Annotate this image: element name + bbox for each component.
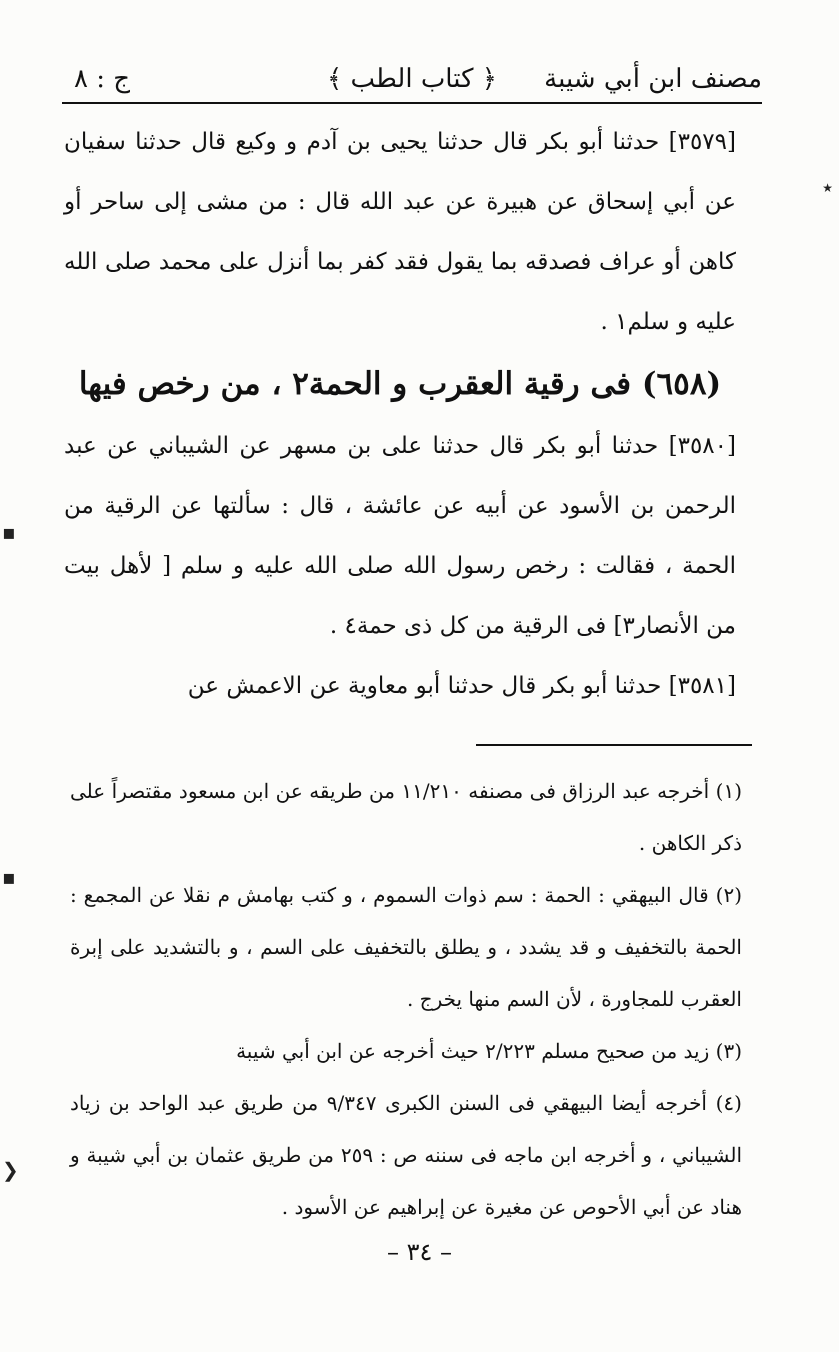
footnote-4: (٤) أخرجه أيضا البيهقي فى السنن الكبرى ٩/٣٤٧ من طريق عبد الواحد بن زياد الشيباني ، و أخرجه ابن ماجه فى سننه ص : ٢٥٩ من طريق عثمان بن أبي شيبة و هناد عن أبي الأحوص عن مغيرة عن إبراهيم عن الأسود .: [70, 1091, 743, 1219]
footnote-3: (٣) زيد من صحيح مسلم ٢/٢٢٣ حيث أخرجه عن ابن أبي شيبة: [236, 1039, 742, 1063]
margin-mark: ▪: [2, 520, 16, 544]
volume-number: ج : ٨: [74, 64, 131, 94]
main-text: [64, 112, 736, 716]
hadith-3579: [٣٥٧٩] حدثنا أبو بكر قال حدثنا يحيى بن آدم و وكيع قال حدثنا سفيان عن أبي إسحاق عن هبيرة عن عبد الله قال : من مشى إلى ساحر أو كاهن أو عراف فصدقه بما يقول فقد كفر بما أنزل على محمد صلى الله عليه و سلم١ .: [64, 129, 736, 335]
margin-mark: ٭: [822, 175, 833, 199]
footnote-2: (٢) قال البيهقي : الحمة : سم ذوات السموم ، و كتب بهامش م نقلا عن المجمع : الحمة بالتخفيف و قد يشدد ، و يطلق بالتخفيف على السم ، و بالتشديد على إبرة العقرب للمجاورة ، لأن السم منها يخرج .: [70, 883, 742, 1011]
hadith-3580: [٣٥٨٠] حدثنا أبو بكر قال حدثنا على بن مسهر عن الشيباني عن عبد الرحمن بن الأسود عن أبيه عن عائشة ، قال : سألتها عن الرقية من الحمة ، فقالت : رخص رسول الله صلى الله عليه و سلم [ لأهل بيت من الأنصار٣] فى الرقية من كل ذى حمة٤ .: [64, 433, 736, 639]
section-heading: (٦٥٨) فى رقية العقرب و الحمة٢ ، من رخص فيها: [78, 366, 722, 402]
margin-mark: ❮: [2, 1158, 19, 1182]
footnotes: [70, 765, 742, 1233]
footnote-divider: [476, 744, 752, 746]
chapter-title: ﴿ كتاب الطب ﴾: [327, 64, 497, 94]
footnote-1: (١) أخرجه عبد الرزاق فى مصنفه ١١/٢١٠ من طريقه عن ابن مسعود مقتصراً على ذكر الكاهن .: [70, 779, 742, 855]
book-title: مصنف ابن أبي شيبة: [544, 64, 762, 94]
margin-mark: ▪: [2, 865, 16, 889]
page-number: – ٣٤ –: [386, 1238, 453, 1266]
page-header: [62, 60, 762, 104]
hadith-3581: [٣٥٨١] حدثنا أبو بكر قال حدثنا أبو معاوية عن الاعمش عن: [187, 673, 736, 699]
